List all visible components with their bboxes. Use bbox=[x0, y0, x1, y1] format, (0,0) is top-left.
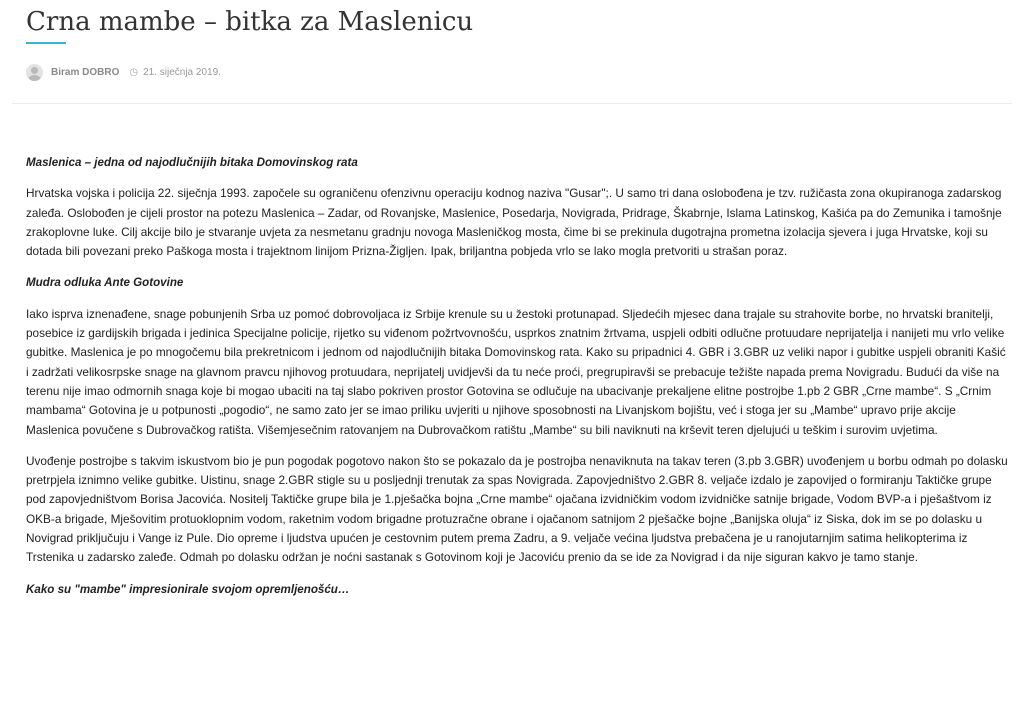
author-link[interactable]: Biram DOBRO bbox=[51, 66, 120, 78]
paragraph: Uvođenje postrojbe s takvim iskustvom bio je pun pogodak pogotovo nakon što se pokazalo da je postrojba nenaviknuta na takav teren (3.pb 3.GBR) uvođenjem u borbu odmah po dolasku pretrpjela iznimno velike gubitke. Uistinu, snage 2.GBR stigle su u posljednji trenutak za spas Novigrada. Zapovjedništvo 2.GBR 8. veljače izdalo je zapovijed o formiranju Taktičke grupe pod zapovjedništvom Borisa Jacovića. Nositelj Taktičke grupe bila je 1.pješačka bojna „Crne mambe“ ojačana izvidničkim vodom izvidničke satnije brigade, Vodom BVP-a i pješaštvom iz OKB-a brigade, Mješovitim protuoklopnim vodom, raketnim vodom brigadne protuzračne obrane i ojačanom satnijom 2 pješačke bojne „Banijska oluja“ iz Siska, dok im se po dolasku u Novigrad priključuju i Vange iz Pule. Dio opreme i ljudstva upućen je cestovnim putem prema Zadru, a 9. veljače većina ljudstva prebačena je u ranojutarnjim satima helikopterima iz Trstenika u zadarsko zaleđe. Odmah po dolasku održan je noćni sastanak s Gotovinom koji je Jacoviću prenio da se ide za Novigrad i da nije siguran kakvo je tamo stanje. bbox=[26, 453, 1008, 565]
section-heading: Mudra odluka Ante Gotovine bbox=[26, 276, 184, 290]
header-divider bbox=[12, 103, 1012, 104]
paragraph: Iako isprva iznenađene, snage pobunjenih Srba uz pomoć dobrovoljaca iz Srbije krenule su u žestoki protunapad. Sljedećih mjesec dana trajale su strahovite borbe, no hrvatski branitelji, posebice iz gardijskih brigada i jedinica Specijalne policije, rijetko su viđenom požrtvovnošću, usprkos znatnim žrtvama, uspjeli odbiti odlučne protuudare neprijatelja i nanijeti mu vrlo velike gubitke. Maslenica je po mnogočemu bila prekretnicom i jednom od najodlučnijih bitaka Domovinskog rata. Kako su pripadnici 4. GBR i 3.GBR uz veliki napor i gubitke uspjeli obraniti Kašić i zadržati velikosrpske snage na glavnom pravcu njihovog protuudara, neprijatelj uvidjevši da tu neće proći, pregrupiravši se prebacuje težište napada prema Novigradu. Budući da više na terenu nije imao odmornih snaga koje bi mogao ubaciti na taj slabo pokriven prostor Gotovina se odlučuje na ubacivanje prekaljene elitne postrojbe 1.pb 2 GBR „Crne mambe“. S „Crnim mambama“ Gotovina je u potpunosti „pogodio“, ne samo zato jer se imao priliku uvjeriti u njihove sposobnosti na Livanjskom bojištu, već i stoga jer su „Mambe“ upravo prije akcije Maslenica povučene s Dubrovačkog ratišta. Višemjesečnim ratovanjem na Dubrovačkom ratištu „Mambe“ su bili naviknuti na krševit teren djelujući u teškim i surovim uvjetima. bbox=[26, 306, 1006, 437]
article-body bbox=[26, 153, 1011, 611]
user-avatar-icon bbox=[26, 64, 43, 81]
section-heading: Maslenica – jedna od najodlučnijih bitaka Domovinskog rata bbox=[26, 156, 358, 169]
title-accent-line bbox=[26, 42, 66, 44]
section-heading: Kako su "mambe" impresionirale svojom opremljenošću… bbox=[26, 582, 350, 596]
clock-icon: ◷ bbox=[129, 66, 139, 78]
publish-date: 21. siječnja 2019. bbox=[143, 66, 221, 78]
paragraph: Hrvatska vojska i policija 22. siječnja 1993. započele su ograničenu ofenzivnu operaciju kodnog naziva "Gusar";. U samo tri dana oslobođena je tzv. ružičasta zona okupiranoga zadarskog zaleđa. Oslobođen je cijeli prostor na potezu Maslenica – Zadar, od Rovanjske, Maslenice, Posedarja, Novigrada, Pridrage, Škabrnje, Islama Latinskog, Kašića pa do Zemunika i tamošnje zrakoplovne luke. Cilj akcije bilo je stvaranje uvjeta za nesmetanu gradnju novoga Masleničkog mosta, čime bi se prekinula dugotrajna prometna izolacija sjevera i juga Hrvatske, koji su dotada bili povezani preko Paškoga mosta i trajektnom linijom Prizna-Žigljen. Ipak, briljantna pobjeda vrlo se lako mogla pretvoriti u strašan poraz. bbox=[26, 186, 1002, 259]
article-title: Crna mambe – bitka za Maslenicu bbox=[26, 7, 474, 38]
article-meta bbox=[26, 63, 221, 81]
